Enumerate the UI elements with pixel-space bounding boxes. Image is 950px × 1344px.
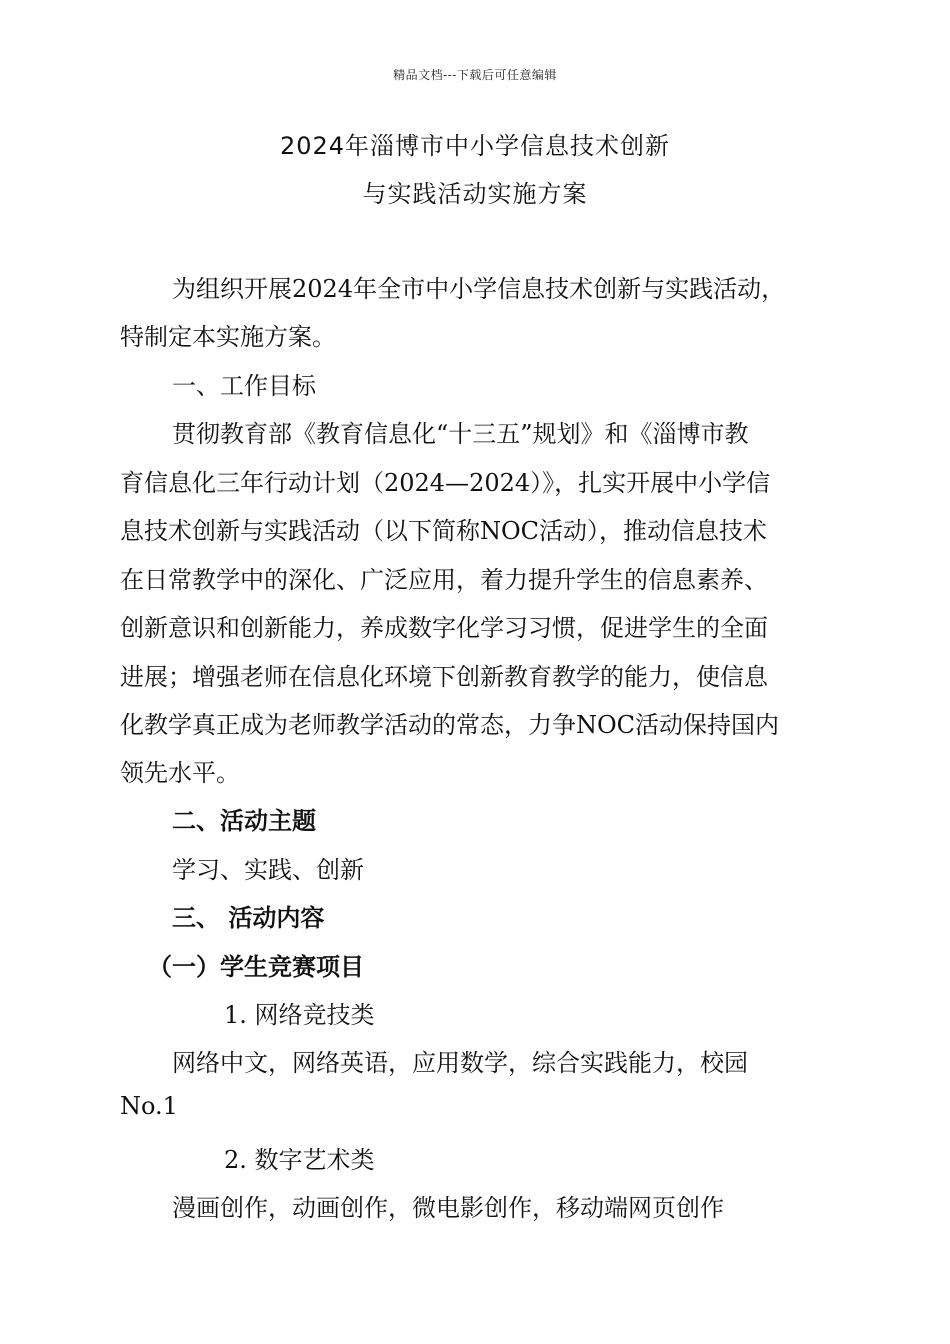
document-title-line-2: 与实践活动实施方案 <box>362 180 588 208</box>
section-1-heading: 一、工作目标 <box>172 372 316 400</box>
intro-line-2: 特制定本实施方案。 <box>120 323 336 351</box>
section-1-line: 化教学真正成为老师教学活动的常态，力争NOC活动保持国内 <box>120 711 780 739</box>
header-note: 精品文档---下载后可任意编辑 <box>393 68 557 82</box>
section-1-line: 创新意识和创新能力，养成数字化学习习惯，促进学生的全面 <box>120 614 768 642</box>
section-1-line: 育信息化三年行动计划（2024—2024）》，扎实开展中小学信 <box>120 469 771 497</box>
section-1-line: 进展；增强老师在信息化环境下创新教育教学的能力，使信息 <box>120 663 768 691</box>
section-3-heading: 三、 活动内容 <box>172 904 325 932</box>
document-title-line-1: 2024年淄博市中小学信息技术创新 <box>279 132 671 160</box>
section-1-line: 息技术创新与实践活动（以下简称NOC活动），推动信息技术 <box>120 517 768 545</box>
section-1-line: 领先水平。 <box>120 759 240 787</box>
intro-line-1: 为组织开展2024年全市中小学信息技术创新与实践活动， <box>172 275 786 303</box>
item-2-line-1: 漫画创作，动画创作，微电影创作，移动端网页创作 <box>172 1194 724 1222</box>
item-1-line-1: 网络中文，网络英语，应用数学，综合实践能力，校园 <box>172 1049 748 1077</box>
section-1-line: 贯彻教育部《教育信息化“十三五”规划》和《淄博市教 <box>172 420 749 448</box>
section-2-content: 学习、实践、创新 <box>172 856 364 884</box>
section-2-heading: 二、活动主题 <box>172 807 316 835</box>
section-1-line: 在日常教学中的深化、广泛应用，着力提升学生的信息素养、 <box>120 566 768 594</box>
item-1-heading: 1. 网络竞技类 <box>224 1001 375 1029</box>
item-1-line-2: No.1 <box>120 1092 178 1120</box>
item-2-heading: 2. 数字艺术类 <box>224 1146 375 1174</box>
subsection-1-heading: （一）学生竞赛项目 <box>148 953 364 981</box>
